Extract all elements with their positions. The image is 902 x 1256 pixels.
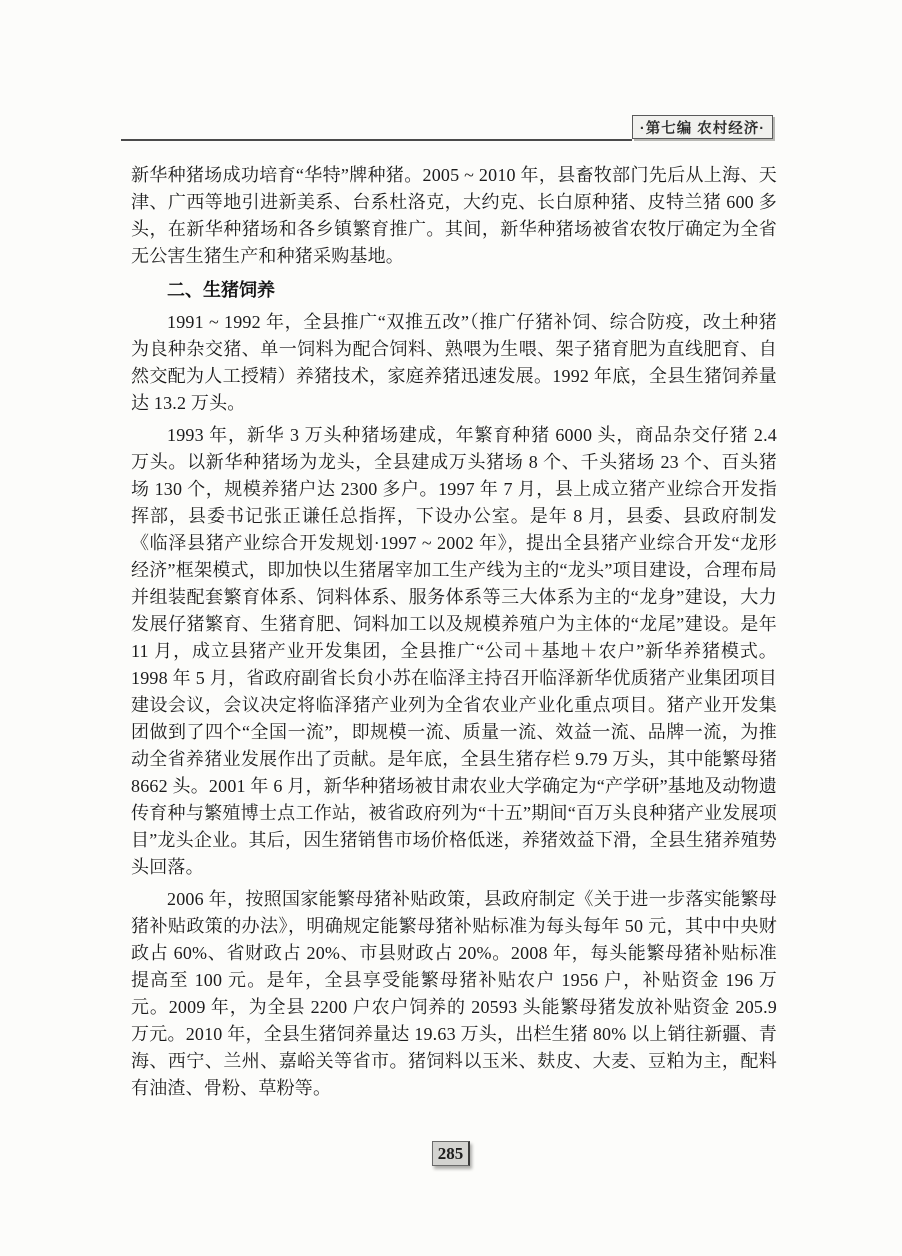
section-heading: 二、生猪饲养 [167, 280, 275, 300]
article-text [131, 162, 777, 1102]
running-head-box [632, 115, 773, 139]
header-rule [121, 139, 632, 141]
running-head-label: ·第七编 农村经济· [639, 120, 766, 137]
paragraph-continuation: 新华种猪场成功培育“华特”牌种猪。2005 ~ 2010 年，县畜牧部门先后从上海、天津、广西等地引进新美系、台系杜洛克，大约克、长白原种猪、皮特兰猪 600 多头，在新华种猪场和各乡镇繁育推广。其间，新华种猪场被省农牧厅确定为全省无公害生猪生产和种猪采购基地。 [131, 165, 777, 266]
paragraph: 1993 年，新华 3 万头种猪场建成，年繁育种猪 6000 头，商品杂交仔猪 2.4 万头。以新华种猪场为龙头，全县建成万头猪场 8 个、千头猪场 23 个、百头猪场 130 个，规模养猪户达 2300 多户。1997 年 7 月，县上成立猪产业综合开发指挥部，县委书记张正谦任总指挥，下设办公室。是年 8 月，县委、县政府制发《临泽县猪产业综合开发规划·1997 ~ 2002 年》，提出全县猪产业综合开发“龙形经济”框架模式，即加快以生猪屠宰加工生产线为主的“龙头”项目建设，合理布局并组装配套繁育体系、饲料体系、服务体系等三大体系为主的“龙身”建设，大力发展仔猪繁育、生猪育肥、饲料加工以及规模养殖户为主体的“龙尾”建设。是年 11 月，成立县猪产业开发集团，全县推广“公司＋基地＋农户”新华养猪模式。1998 年 5 月，省政府副省长贠小苏在临泽主持召开临泽新华优质猪产业集团项目建设会议，会议决定将临泽猪产业列为全省农业产业化重点项目。猪产业开发集团做到了四个“全国一流”，即规模一流、质量一流、效益一流、品牌一流，为推动全省养猪业发展作出了贡献。是年底，全县生猪存栏 9.79 万头，其中能繁母猪 8662 头。2001 年 6 月，新华种猪场被甘肃农业大学确定为“产学研”基地及动物遗传育种与繁殖博士点工作站，被省政府列为“十五”期间“百万头良种猪产业发展项目”龙头企业。其后，因生猪销售市场价格低迷，养猪效益下滑，全县生猪养殖势头回落。 [131, 425, 777, 877]
page-number-badge [432, 1141, 470, 1166]
paragraph: 2006 年，按照国家能繁母猪补贴政策，县政府制定《关于进一步落实能繁母猪补贴政策的办法》，明确规定能繁母猪补贴标准为每头每年 50 元，其中中央财政占 60%、省财政占 20%、市县财政占 20%。2008 年，每头能繁母猪补贴标准提高至 100 元。是年，全县享受能繁母猪补贴农户 1956 户，补贴资金 196 万元。2009 年，为全县 2200 户农户饲养的 20593 头能繁母猪发放补贴资金 205.9 万元。2010 年，全县生猪饲养量达 19.63 万头，出栏生猪 80% 以上销往新疆、青海、西宁、兰州、嘉峪关等省市。猪饲料以玉米、麸皮、大麦、豆粕为主，配料有油渣、骨粉、草粉等。 [131, 889, 777, 1098]
page-number: 285 [437, 1143, 464, 1163]
paragraph: 1991 ~ 1992 年，全县推广“双推五改”（推广仔猪补饲、综合防疫，改土种猪为良种杂交猪、单一饲料为配合饲料、熟喂为生喂、架子猪育肥为直线肥育、自然交配为人工授精）养猪技术，家庭养猪迅速发展。1992 年底，全县生猪饲养量达 13.2 万头。 [131, 312, 777, 413]
